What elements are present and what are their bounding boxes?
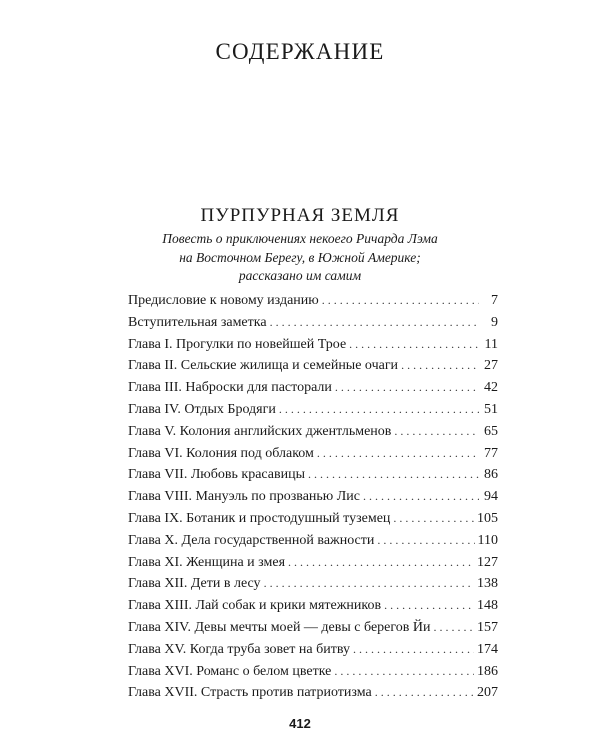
toc-entry-page: 9: [491, 314, 498, 330]
toc-entry-page: 42: [484, 380, 498, 396]
toc-entry: [128, 290, 498, 312]
toc-entry-title: Глава VI. Колония под облаком: [128, 445, 314, 461]
toc-entry-title: Глава XVII. Страсть против патриотизма: [128, 685, 372, 701]
toc-dot-leader: [317, 443, 479, 465]
toc-entry: [128, 486, 498, 508]
toc-entry: [128, 421, 498, 443]
toc-entry-page: 174: [477, 641, 498, 657]
toc-entry-title: Глава IV. Отдых Бродяги: [128, 401, 276, 417]
toc-entry-title: Вступительная заметка: [128, 314, 267, 330]
toc-entry-title: Глава X. Дела государственной важности: [128, 532, 375, 548]
toc-dot-leader: [334, 661, 474, 683]
toc-entry: [128, 464, 498, 486]
toc-entry-page: 207: [477, 685, 498, 701]
toc-dot-leader: [363, 486, 479, 508]
toc-entry-title: Глава XI. Женщина и змея: [128, 554, 286, 570]
toc-entry-page: 51: [484, 401, 498, 417]
toc-entry: [128, 661, 498, 683]
toc-dot-leader: [384, 595, 474, 617]
toc-entry: [128, 355, 498, 377]
toc-dot-leader: [377, 530, 474, 552]
table-of-contents: [128, 290, 498, 704]
toc-entry: [128, 617, 498, 639]
toc-entry-page: 77: [484, 445, 498, 461]
toc-entry: [128, 639, 498, 661]
toc-entry-page: 7: [491, 293, 498, 308]
subtitle-line: Повесть о приключениях некоего Ричарда Лэма: [162, 231, 438, 246]
book-subtitle: [0, 230, 600, 286]
toc-entry: [128, 334, 498, 356]
toc-entry-page: 157: [477, 619, 498, 635]
toc-entry-title: Предисловие к новому изданию: [128, 293, 319, 308]
toc-dot-leader: [270, 312, 479, 334]
toc-dot-leader: [401, 355, 479, 377]
toc-entry-page: 65: [484, 423, 498, 439]
toc-dot-leader: [353, 639, 474, 661]
toc-entry: [128, 573, 498, 595]
toc-entry-title: Глава VII. Любовь красавицы: [128, 467, 306, 483]
toc-entry-title: Глава XIV. Девы мечты моей — девы с берегов Йи: [128, 619, 431, 635]
toc-entry-page: 186: [477, 663, 498, 679]
toc-entry-page: 86: [484, 467, 498, 483]
toc-entry-title: Глава XIII. Лай собак и крики мятежников: [128, 598, 382, 614]
toc-entry: [128, 530, 498, 552]
toc-dot-leader: [288, 552, 474, 574]
toc-entry-page: 110: [477, 532, 498, 548]
toc-entry: [128, 312, 498, 334]
toc-entry-page: 127: [477, 554, 498, 570]
toc-entry: [128, 595, 498, 617]
subtitle-line: на Восточном Берегу, в Южной Америке;: [179, 249, 421, 265]
toc-dot-leader: [335, 377, 479, 399]
toc-entry-title: Глава VIII. Мануэль по прозванью Лис: [128, 489, 360, 505]
toc-entry-page: 27: [484, 358, 498, 374]
toc-entry-title: Глава II. Сельские жилища и семейные очаги: [128, 358, 399, 374]
toc-entry-page: 11: [484, 336, 498, 352]
toc-entry-title: Глава XV. Когда труба зовет на битву: [128, 641, 350, 657]
toc-dot-leader: [322, 290, 479, 312]
toc-dot-leader: [279, 399, 479, 421]
toc-entry-page: 94: [484, 489, 498, 505]
toc-entry-page: 105: [477, 510, 498, 526]
toc-entry: [128, 443, 498, 465]
toc-entry-page: 148: [477, 598, 498, 614]
page-number: 412: [289, 716, 311, 731]
subtitle-line: рассказано им самим: [238, 268, 362, 283]
book-title: ПУРПУРНАЯ ЗЕМЛЯ: [200, 205, 400, 226]
toc-entry: [128, 552, 498, 574]
toc-dot-leader: [394, 421, 479, 443]
toc-entry-title: Глава IX. Ботаник и простодушный туземец: [128, 510, 391, 526]
toc-entry-page: 138: [477, 576, 498, 592]
toc-entry: [128, 377, 498, 399]
toc-entry: [128, 399, 498, 421]
toc-entry-title: Глава I. Прогулки по новейшей Трое: [128, 336, 347, 352]
toc-dot-leader: [264, 573, 474, 595]
toc-dot-leader: [308, 464, 479, 486]
toc-entry-title: Глава III. Наброски для пасторали: [128, 380, 332, 396]
page-heading: СОДЕРЖАНИЕ: [215, 39, 385, 64]
toc-dot-leader: [375, 682, 474, 704]
toc-dot-leader: [433, 617, 474, 639]
toc-entry-title: Глава V. Колония английских джентльменов: [128, 423, 392, 439]
toc-dot-leader: [349, 334, 479, 356]
toc-entry: [128, 508, 498, 530]
toc-entry-title: Глава XVI. Романс о белом цветке: [128, 663, 332, 679]
toc-entry-title: Глава XII. Дети в лесу: [128, 576, 261, 592]
toc-entry: [128, 682, 498, 704]
toc-dot-leader: [393, 508, 474, 530]
